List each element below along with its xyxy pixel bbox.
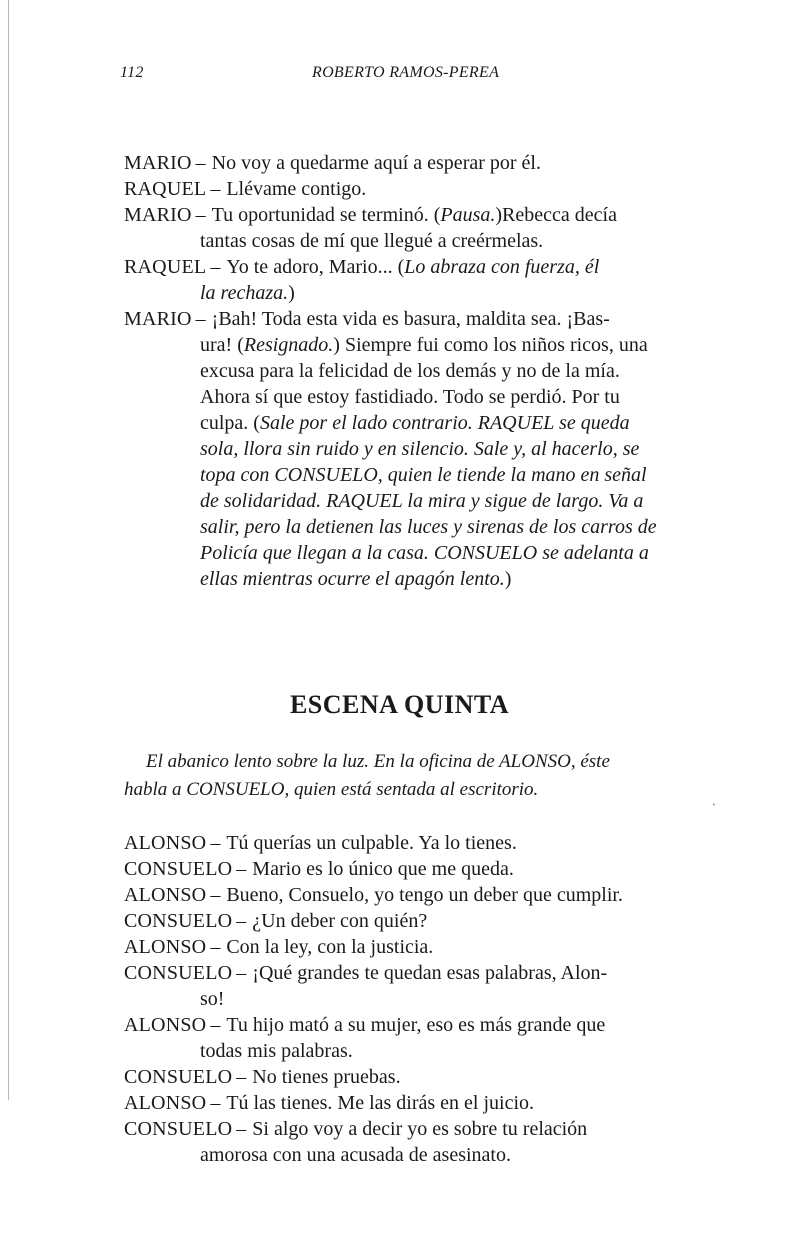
dialogue-line: ALONSO – Tú querías un culpable. Ya lo tienes. <box>124 832 517 854</box>
continuation-line: de solidaridad. RAQUEL la mira y sigue de largo. Va a <box>200 490 644 512</box>
speaker-name: CONSUELO <box>124 1066 233 1088</box>
speaker-name: CONSUELO <box>124 962 233 984</box>
continuation-line: amorosa con una acusada de asesinato. <box>200 1144 511 1166</box>
scene-title: ESCENA QUINTA <box>289 690 510 719</box>
speaker-name: RAQUEL <box>124 178 207 200</box>
stage-direction: Lo abraza con fuerza, él <box>404 256 600 278</box>
dialogue-line: ALONSO – Bueno, Consuelo, yo tengo un deber que cumplir. <box>124 884 623 906</box>
continuation-line: so! <box>200 988 225 1010</box>
dialogue-line: CONSUELO – ¡Qué grandes te quedan esas palabras, Alon- <box>124 962 608 984</box>
dialogue-line: CONSUELO – Si algo voy a decir yo es sobre tu relación <box>124 1118 588 1140</box>
dialogue-line: ALONSO – Tú las tienes. Me las dirás en el juicio. <box>124 1092 535 1114</box>
line-text: No voy a quedarme aquí a esperar por él. <box>211 152 541 174</box>
scan-edge-line <box>8 0 9 1100</box>
dialogue-line: ALONSO – Con la ley, con la justicia. <box>124 936 434 958</box>
speaker-name: MARIO <box>124 152 192 174</box>
speaker-name: CONSUELO <box>124 858 233 880</box>
line-text: Llévame contigo. <box>226 178 367 200</box>
dialogue-line: RAQUEL – Yo te adoro, Mario... (Lo abraza con fuerza, él <box>124 256 600 278</box>
speaker-name: ALONSO <box>124 832 207 854</box>
dialogue-line: RAQUEL – Llévame contigo. <box>124 178 367 200</box>
speaker-name: MARIO <box>124 308 192 330</box>
continuation-line: tantas cosas de mí que llegué a creérmelas. <box>200 230 544 252</box>
continuation-line: Policía que llegan a la casa. CONSUELO se adelanta a <box>200 542 649 564</box>
dialogue-line: MARIO – No voy a quedarme aquí a esperar por él. <box>124 152 541 174</box>
continuation-line: excusa para la felicidad de los demás y no de la mía. <box>200 360 620 382</box>
dialogue-line: CONSUELO – ¿Un deber con quién? <box>124 910 428 932</box>
speaker-name: CONSUELO <box>124 910 233 932</box>
speaker-name: ALONSO <box>124 1092 207 1114</box>
speaker-name: RAQUEL <box>124 256 207 278</box>
dialogue-block-a <box>124 150 728 592</box>
dialogue-line: MARIO – ¡Bah! Toda esta vida es basura, maldita sea. ¡Bas- <box>124 308 610 330</box>
continuation-line: ellas mientras ocurre el apagón lento.) <box>200 568 512 590</box>
scene-intro <box>124 748 728 804</box>
dialogue-line: CONSUELO – No tienes pruebas. <box>124 1066 401 1088</box>
continuation-line: sola, llora sin ruido y en silencio. Sale y, al hacerlo, se <box>200 438 640 460</box>
dialogue-line: MARIO – Tu oportunidad se terminó. (Pausa.)Rebecca decía <box>124 204 617 226</box>
dialogue-line: CONSUELO – Mario es lo único que me queda. <box>124 858 514 880</box>
continuation-line: topa con CONSUELO, quien le tiende la mano en señal <box>200 464 647 486</box>
speaker-name: ALONSO <box>124 936 207 958</box>
intro-line: El abanico lento sobre la luz. En la oficina de ALONSO, éste <box>146 751 610 772</box>
continuation-line: todas mis palabras. <box>200 1040 353 1062</box>
stray-mark: ˏ <box>712 792 716 806</box>
stage-direction: Pausa. <box>440 204 496 226</box>
page-header <box>120 64 740 92</box>
continuation-line: salir, pero la detienen las luces y sirenas de los carros de <box>200 516 657 538</box>
speaker-name: CONSUELO <box>124 1118 233 1140</box>
continuation-line: la rechaza.) <box>200 282 295 304</box>
running-title: ROBERTO RAMOS-PEREA <box>312 64 500 81</box>
page-number: 112 <box>120 64 144 81</box>
continuation-line: culpa. (Sale por el lado contrario. RAQUEL se queda <box>200 412 630 434</box>
intro-line: habla a CONSUELO, quien está sentada al escritorio. <box>124 779 539 800</box>
continuation-line: ura! (Resignado.) Siempre fui como los niños ricos, una <box>200 334 648 356</box>
speaker-name: MARIO <box>124 204 192 226</box>
continuation-line: Ahora sí que estoy fastidiado. Todo se perdió. Por tu <box>200 386 620 408</box>
dialogue-line: ALONSO – Tu hijo mató a su mujer, eso es más grande que <box>124 1014 606 1036</box>
dialogue-block-b <box>124 830 728 1168</box>
speaker-name: ALONSO <box>124 1014 207 1036</box>
speaker-name: ALONSO <box>124 884 207 906</box>
